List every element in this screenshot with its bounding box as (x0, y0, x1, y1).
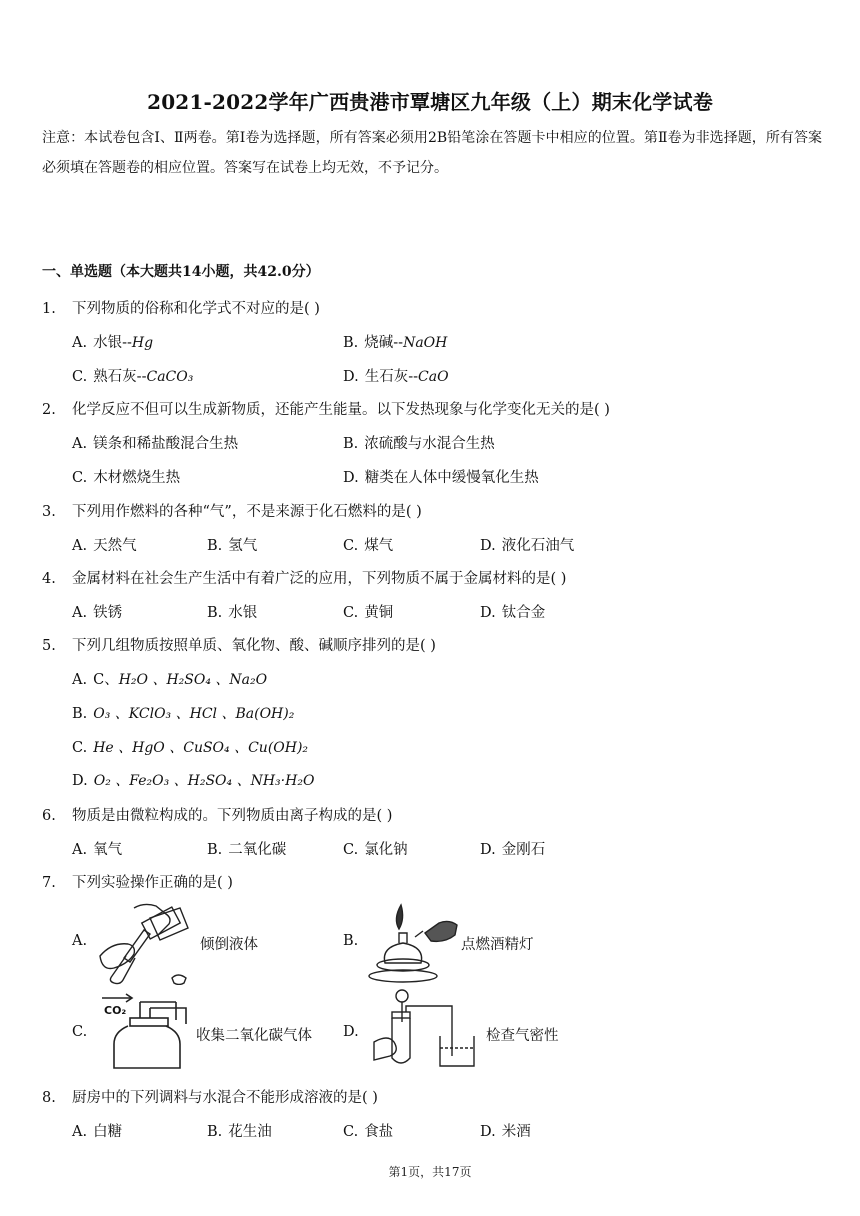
question-stem: 厨房中的下列调料与水混合不能形成溶液的是( ) (72, 1090, 378, 1106)
option-label: D. (343, 1024, 359, 1040)
question-number: 2. (42, 402, 56, 418)
option-label: B. (207, 842, 223, 858)
option-text: 氯化钠 (364, 842, 408, 858)
pouring-liquid-illustration (94, 900, 199, 985)
question-stem: 化学反应不但可以生成新物质，还能产生能量。以下发热现象与化学变化无关的是( ) (72, 402, 610, 418)
question-4 (42, 567, 566, 588)
option-text: 天然气 (93, 538, 137, 554)
co2-label: CO₂ (104, 1004, 127, 1017)
option-text: 钛合金 (501, 605, 546, 621)
option-label: A. (72, 1124, 88, 1140)
option-formula: Hg (131, 335, 154, 351)
option-text: 金刚石 (501, 842, 546, 858)
option-label: D. (480, 1124, 496, 1140)
option-label: A. (72, 842, 88, 858)
option-label: B. (343, 335, 359, 351)
question-number: 7. (42, 875, 56, 891)
question-number: 4. (42, 571, 56, 587)
page-footer: 第1页，共17页 (388, 1165, 472, 1179)
option-c (343, 838, 408, 859)
option-label: B. (343, 436, 359, 452)
question-5 (42, 634, 436, 655)
option-text: C、 (93, 672, 119, 688)
option-label: D. (480, 538, 496, 554)
option-b-caption (461, 933, 534, 954)
question-8 (42, 1086, 378, 1107)
option-label: C. (343, 1124, 359, 1140)
option-label: D. (343, 369, 359, 385)
page-title: 2021-2022学年广西贵港市覃塘区九年级（上）期末化学试卷 (147, 90, 713, 114)
option-b (343, 432, 495, 453)
option-c (343, 534, 393, 555)
option-a (72, 601, 122, 622)
question-number: 5. (42, 638, 56, 654)
question-stem: 金属材料在社会生产生活中有着广泛的应用，下列物质不属于金属材料的是( ) (72, 571, 567, 587)
option-text: 生石灰-- (364, 369, 419, 385)
option-label: A. (72, 605, 88, 621)
option-label: A. (72, 672, 88, 688)
option-text: 镁条和稀盐酸混合生热 (93, 436, 239, 452)
option-formula: NaOH (403, 335, 448, 351)
airtightness-check-illustration (370, 988, 480, 1074)
option-text: 黄铜 (364, 605, 394, 621)
alcohol-lamp-illustration (365, 903, 465, 985)
option-c (343, 601, 393, 622)
question-number: 3. (42, 504, 56, 520)
option-label: C. (72, 369, 88, 385)
question-stem: 下列用作燃料的各种“气”，不是来源于化石燃料的是( ) (72, 504, 422, 520)
option-text: 水银 (228, 605, 258, 621)
question-1 (42, 297, 320, 318)
question-number: 6. (42, 808, 56, 824)
option-text: 二氧化碳 (228, 842, 287, 858)
option-label: C. (343, 538, 359, 554)
question-stem: 下列实验操作正确的是( ) (72, 875, 233, 891)
option-label: B. (207, 1124, 223, 1140)
option-c (72, 365, 193, 386)
option-formula: O₃ 、KClO₃ 、HCl 、Ba(OH)₂ (93, 706, 295, 722)
option-label: A. (72, 335, 88, 351)
option-a (72, 838, 122, 859)
option-c (72, 1024, 93, 1040)
option-text: 水银-- (93, 335, 132, 351)
option-b (207, 1120, 272, 1141)
option-b (343, 331, 447, 352)
question-3 (42, 500, 422, 521)
question-number: 8. (42, 1090, 56, 1106)
option-b (207, 838, 286, 859)
question-stem: 下列物质的俗称和化学式不对应的是( ) (72, 301, 320, 317)
option-b (207, 601, 257, 622)
option-label: B. (72, 706, 88, 722)
option-text: 米酒 (501, 1124, 531, 1140)
option-text: 氢气 (228, 538, 258, 554)
option-text: 铁锈 (93, 605, 123, 621)
option-text: 烧碱-- (364, 335, 404, 351)
option-d-caption (486, 1024, 559, 1045)
gas-collection-bottle-illustration (100, 990, 195, 1072)
option-label: C. (72, 740, 88, 756)
option-a (72, 933, 93, 949)
option-formula: CaCO₃ (146, 369, 194, 385)
option-a (72, 668, 267, 689)
option-c-caption (196, 1024, 312, 1045)
option-formula: O₂ 、Fe₂O₃ 、H₂SO₄ 、NH₃·H₂O (93, 773, 315, 789)
option-text: 浓硫酸与水混合生热 (364, 436, 495, 452)
option-text: 检查气密性 (486, 1028, 559, 1044)
option-c (72, 737, 308, 757)
option-a (72, 432, 238, 453)
option-c (343, 1120, 393, 1141)
question-number: 1. (42, 301, 56, 317)
option-text: 倾倒液体 (200, 937, 258, 953)
option-text: 收集二氧化碳气体 (196, 1028, 312, 1044)
option-text: 食盐 (364, 1124, 394, 1140)
option-label: A. (72, 933, 88, 949)
option-b (343, 933, 364, 949)
option-formula: He 、HgO 、CuSO₄ 、Cu(OH)₂ (93, 740, 309, 756)
option-label: D. (72, 773, 88, 789)
question-6 (42, 804, 392, 825)
option-b (72, 703, 294, 723)
option-a (72, 1120, 122, 1141)
option-d (480, 601, 545, 622)
option-text: 液化石油气 (501, 538, 575, 554)
option-b (207, 534, 257, 555)
question-stem: 下列几组物质按照单质、氧化物、酸、碱顺序排列的是( ) (72, 638, 436, 654)
option-text: 花生油 (228, 1124, 272, 1140)
option-label: C. (72, 1024, 88, 1040)
option-a (72, 331, 153, 352)
option-text: 点燃酒精灯 (461, 937, 534, 953)
option-label: A. (72, 538, 88, 554)
option-label: C. (72, 470, 88, 486)
option-formula: H₂O 、H₂SO₄ 、Na₂O (118, 672, 268, 688)
option-d (480, 1120, 531, 1141)
option-label: B. (207, 605, 223, 621)
option-text: 煤气 (364, 538, 394, 554)
option-text: 木材燃烧生热 (93, 470, 181, 486)
option-d (480, 838, 545, 859)
question-7 (42, 871, 233, 892)
option-label: A. (72, 436, 88, 452)
option-a (72, 534, 137, 555)
option-label: C. (343, 605, 359, 621)
option-d (343, 466, 539, 487)
question-2 (42, 398, 610, 419)
option-text: 糖类在人体中缓慢氧化生热 (364, 470, 539, 486)
option-text: 氧气 (93, 842, 123, 858)
option-label: B. (343, 933, 359, 949)
option-d (72, 770, 314, 790)
option-label: C. (343, 842, 359, 858)
option-label: D. (480, 605, 496, 621)
option-text: 熟石灰-- (93, 369, 147, 385)
option-label: D. (343, 470, 359, 486)
option-a-caption (200, 933, 258, 954)
exam-notice: 注意：本试卷包含Ⅰ、Ⅱ两卷。第Ⅰ卷为选择题，所有答案必须用2B铅笔涂在答题卡中相应的位置。第Ⅱ卷为非选择题，所有答案必须填在答题卷的相应位置。答案写在试卷上均无效，不予记分。 (42, 130, 822, 176)
section-heading: 一、单选题（本大题共14小题，共42.0分） (42, 264, 320, 280)
option-formula: CaO (418, 369, 449, 385)
option-d (343, 365, 449, 386)
option-label: B. (207, 538, 223, 554)
option-c (72, 466, 180, 487)
option-d (343, 1024, 365, 1040)
option-d (480, 534, 574, 555)
option-label: D. (480, 842, 496, 858)
option-text: 白糖 (93, 1124, 123, 1140)
question-stem: 物质是由微粒构成的。下列物质由离子构成的是( ) (72, 808, 393, 824)
